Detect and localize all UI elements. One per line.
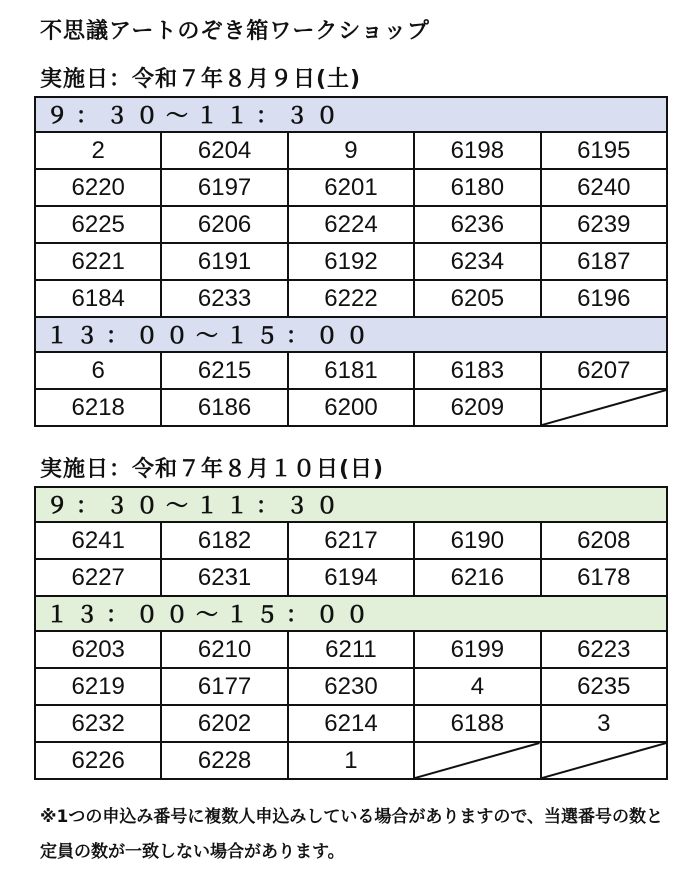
winning-number-cell: 6214 [288, 705, 414, 742]
winning-number-cell: 6202 [161, 705, 287, 742]
number-row [35, 243, 667, 280]
winning-number-cell: 6234 [414, 243, 540, 280]
session-header-row [35, 487, 667, 522]
session-header-row [35, 317, 667, 352]
winning-number-cell: 6219 [35, 668, 161, 705]
winning-number-cell: 6197 [161, 169, 287, 206]
session-time: １３：００～１５：００ [35, 596, 667, 631]
winning-number-cell: 6221 [35, 243, 161, 280]
winning-number-cell: 6198 [414, 132, 540, 169]
winning-number-cell: 6230 [288, 668, 414, 705]
winning-number-cell: 6220 [35, 169, 161, 206]
winning-number-cell: 6231 [161, 559, 287, 596]
winning-number-cell: 6178 [541, 559, 667, 596]
number-row [35, 169, 667, 206]
empty-cell [541, 389, 667, 426]
diagonal-line-icon [542, 743, 666, 778]
diagonal-line-icon [542, 390, 666, 425]
winning-number-cell: 6187 [541, 243, 667, 280]
winning-number-cell: 6205 [414, 280, 540, 317]
winning-number-cell: 6210 [161, 631, 287, 668]
winning-number-cell: 6226 [35, 742, 161, 779]
number-row [35, 668, 667, 705]
empty-cell [541, 742, 667, 779]
winning-number-cell: 6218 [35, 389, 161, 426]
winning-number-cell: 6206 [161, 206, 287, 243]
winning-number-cell: 1 [288, 742, 414, 779]
winning-number-cell: 9 [288, 132, 414, 169]
winning-number-cell: 6200 [288, 389, 414, 426]
footnote: ※1つの申込み番号に複数人申込みしている場合がありますので、当選番号の数と定員の数が一致しない場合があります。 [40, 807, 664, 862]
winning-number-cell: 6180 [414, 169, 540, 206]
winning-number-cell: 6216 [414, 559, 540, 596]
winning-number-cell: 6194 [288, 559, 414, 596]
winning-number-cell: 6222 [288, 280, 414, 317]
session-time: ９：３０～１１：３０ [35, 487, 667, 522]
winning-number-cell: 6233 [161, 280, 287, 317]
winning-number-cell: 6182 [161, 522, 287, 559]
number-row [35, 352, 667, 389]
winning-number-cell: 6223 [541, 631, 667, 668]
day1-table [34, 96, 668, 427]
winning-number-cell: 6177 [161, 668, 287, 705]
winning-number-cell: 6217 [288, 522, 414, 559]
day1-date-label: 実施日：令和７年８月９日(土) [40, 67, 362, 92]
number-row [35, 280, 667, 317]
winning-number-cell: 6208 [541, 522, 667, 559]
winning-number-cell: 4 [414, 668, 540, 705]
winning-number-cell: 3 [541, 705, 667, 742]
winning-number-cell: 6183 [414, 352, 540, 389]
winning-number-cell: 6240 [541, 169, 667, 206]
winning-number-cell: 6211 [288, 631, 414, 668]
winning-number-cell: 6209 [414, 389, 540, 426]
number-row [35, 132, 667, 169]
winning-number-cell: 6227 [35, 559, 161, 596]
winning-number-cell: 6184 [35, 280, 161, 317]
diagonal-line-icon [415, 743, 539, 778]
day2-date-label: 実施日：令和７年８月１０日(日) [40, 457, 385, 482]
winning-number-cell: 6 [35, 352, 161, 389]
number-row [35, 742, 667, 779]
winning-number-cell: 6239 [541, 206, 667, 243]
winning-number-cell: 2 [35, 132, 161, 169]
winning-number-cell: 6215 [161, 352, 287, 389]
winning-number-cell: 6228 [161, 742, 287, 779]
session-time: １３：００～１５：００ [35, 317, 667, 352]
number-row [35, 206, 667, 243]
winning-number-cell: 6203 [35, 631, 161, 668]
session-header-row [35, 97, 667, 132]
winning-number-cell: 6236 [414, 206, 540, 243]
empty-cell [414, 742, 540, 779]
session-header-row [35, 596, 667, 631]
winning-number-cell: 6191 [161, 243, 287, 280]
winning-number-cell: 6192 [288, 243, 414, 280]
session-time: ９：３０～１１：３０ [35, 97, 667, 132]
number-row [35, 631, 667, 668]
winning-number-cell: 6201 [288, 169, 414, 206]
number-row [35, 389, 667, 426]
number-row [35, 559, 667, 596]
winning-number-cell: 6195 [541, 132, 667, 169]
page-title: 不思議アートのぞき箱ワークショップ [40, 19, 430, 44]
winning-number-cell: 6225 [35, 206, 161, 243]
winning-number-cell: 6207 [541, 352, 667, 389]
number-row [35, 522, 667, 559]
winning-number-cell: 6235 [541, 668, 667, 705]
winning-number-cell: 6232 [35, 705, 161, 742]
number-row [35, 705, 667, 742]
day2-table [34, 486, 668, 780]
winning-number-cell: 6190 [414, 522, 540, 559]
winning-number-cell: 6199 [414, 631, 540, 668]
winning-number-cell: 6204 [161, 132, 287, 169]
winning-number-cell: 6196 [541, 280, 667, 317]
winning-number-cell: 6188 [414, 705, 540, 742]
winning-number-cell: 6186 [161, 389, 287, 426]
winning-number-cell: 6241 [35, 522, 161, 559]
winning-number-cell: 6181 [288, 352, 414, 389]
winning-number-cell: 6224 [288, 206, 414, 243]
